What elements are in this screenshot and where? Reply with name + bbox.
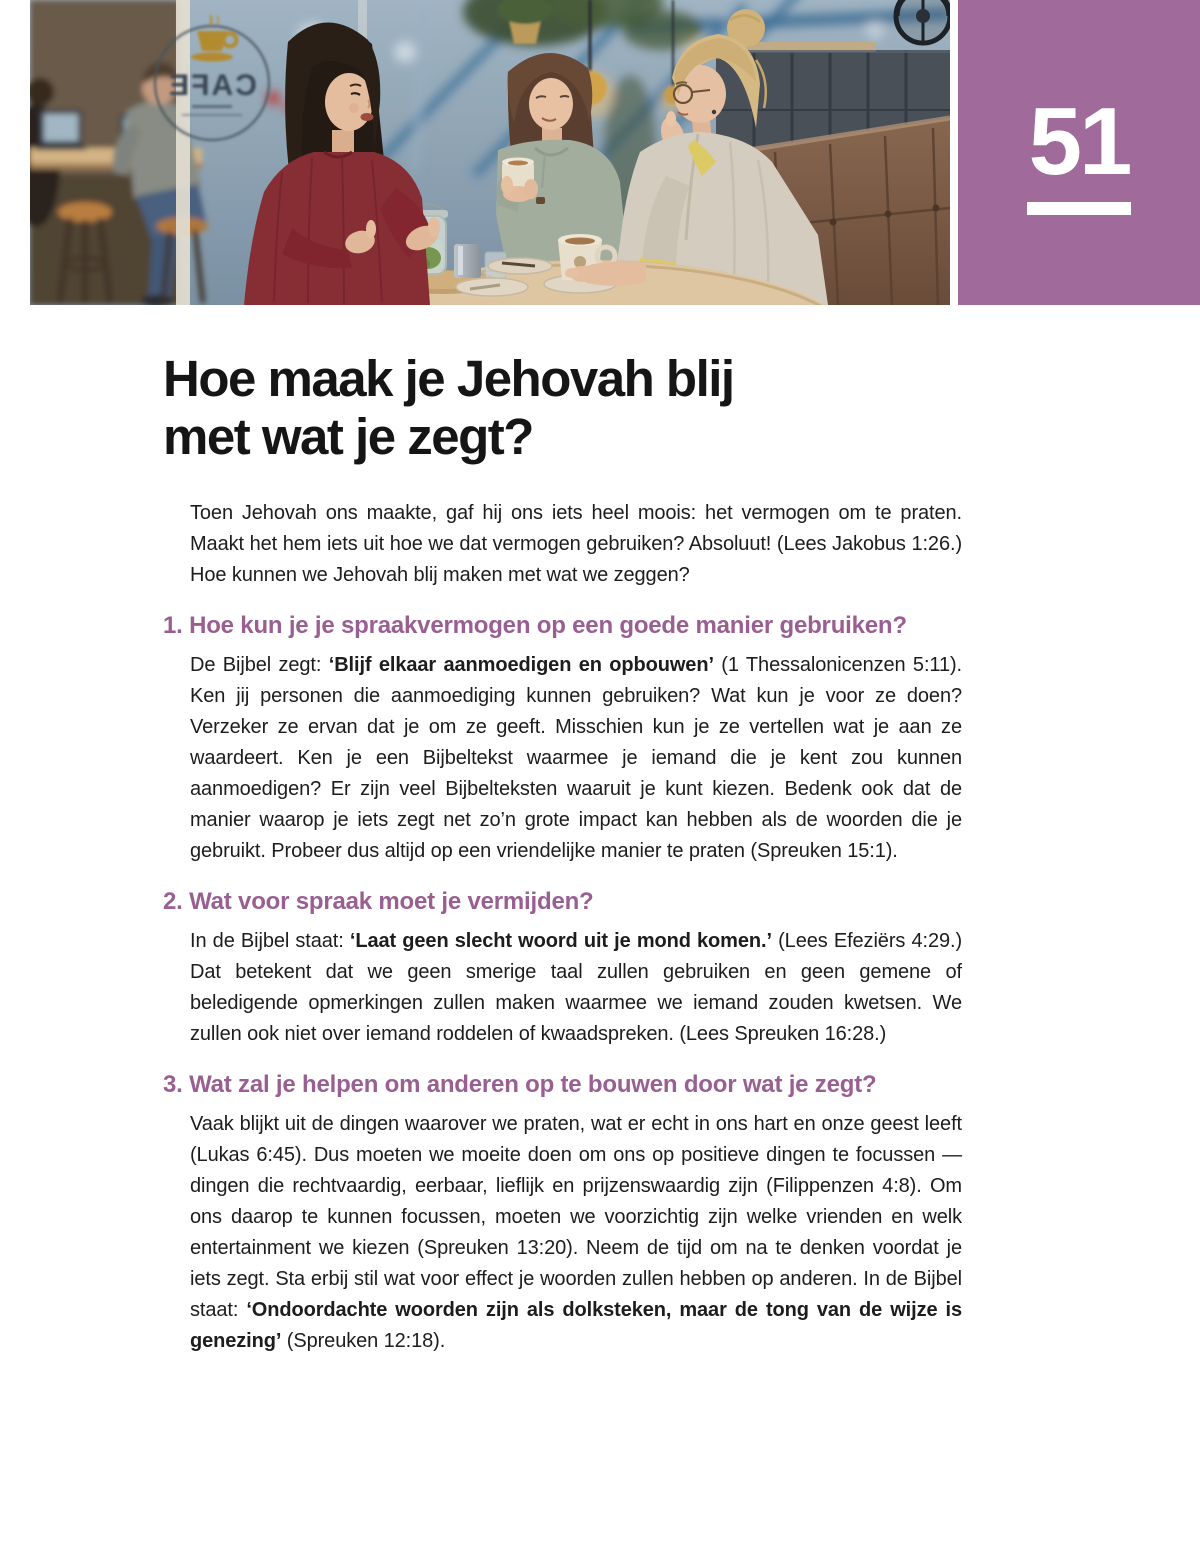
sections	[163, 611, 962, 1357]
paragraph-text: (Spreuken 12:18).	[281, 1330, 446, 1352]
section-heading: 3. Wat zal je helpen om anderen op te bouwen door wat je zegt?	[163, 1071, 877, 1098]
section-paragraph	[190, 926, 962, 1050]
photo-tint-overlay	[30, 0, 950, 305]
lesson-section	[163, 611, 962, 867]
scripture-quote-bold: ‘Blijf elkaar aanmoedigen en opbouwen’	[328, 654, 714, 676]
paragraph-text: Vaak blijkt uit de dingen waarover we praten, wat er echt in ons hart en onze geest leeft (Lukas 6:45). Dus moeten we moeite doen om ons op positieve dingen te focussen — dingen die rechtvaardig, eerbaar, lieflijk en prijzenswaardig zijn (Filippenzen 4:8). Om ons daarop te kunnen focussen, moeten we voorzichtig zijn welke vrienden en welk entertainment we kiezen (Spreuken 13:20). Neem de tijd om na te denken voordat je iets zegt. Sta erbij stil wat voor effect je woorden zullen hebben op anderen. In de Bijbel staat:	[190, 1113, 962, 1321]
paragraph-text: (1 Thessalonicenzen 5:11). Ken jij personen die aanmoediging kunnen gebruiken? Wat kun je voor ze doen? Verzeker ze ervan dat je om ze geeft. Misschien kun je ze vertellen wat je aan ze waardeert. Ken je een Bijbeltekst waarmee je iemand die je kent zou kunnen aanmoedigen? Er zijn veel Bijbelteksten waaruit je kunt kiezen. Bedenk ook dat de manier waarop je iets zegt net zo’n grote impact kan hebben als de woorden die je gebruikt. Probeer dus altijd op een vriendelijke manier te praten (Spreuken 15:1).	[190, 654, 962, 862]
section-paragraph	[190, 1109, 962, 1357]
page-title	[163, 350, 962, 466]
window-logo-text: CAFE	[167, 69, 257, 102]
lesson-number-underline	[1027, 202, 1131, 215]
paragraph-text: De Bijbel zegt:	[190, 654, 329, 676]
header-photo	[30, 0, 950, 305]
paragraph-text: (Lees Efeziërs 4:29.) Dat betekent dat we geen smerige taal zullen gebruiken en geen gemene of beledigende opmerkingen zullen maken waarmee we iemand zouden kwetsen. We zullen ook niet over iemand roddelen of kwaadspreken. (Lees Spreuken 16:28.)	[190, 930, 963, 1045]
lesson-section	[163, 887, 962, 1050]
cafe-scene-illustration	[30, 0, 950, 305]
page-title-line2: met wat je zegt?	[163, 408, 533, 465]
section-heading: 1. Hoe kun je je spraakvermogen op een goede manier gebruiken?	[163, 612, 907, 639]
paragraph-text: In de Bijbel staat:	[190, 930, 350, 952]
page-title-line1: Hoe maak je Jehovah blij	[163, 350, 734, 407]
section-paragraph	[190, 650, 962, 867]
lesson-number: 51	[1028, 88, 1130, 195]
section-heading: 2. Wat voor spraak moet je vermijden?	[163, 888, 594, 915]
intro-paragraph: Toen Jehovah ons maakte, gaf hij ons iets heel moois: het vermogen om te praten. Maakt het hem iets uit hoe we dat vermogen gebruiken? Absoluut! (Lees Jakobus 1:26.) Hoe kunnen we Jehovah blij maken met wat we zeggen?	[190, 502, 962, 586]
scripture-quote-bold: ‘Ondoordachte woorden zijn als dolksteken, maar de tong van de wijze is genezing’	[190, 1299, 962, 1352]
lesson-number-block	[958, 0, 1200, 305]
scripture-quote-bold: ‘Laat geen slecht woord uit je mond komen.’	[349, 930, 772, 952]
lesson-section	[163, 1070, 962, 1357]
article-content	[163, 350, 962, 1357]
